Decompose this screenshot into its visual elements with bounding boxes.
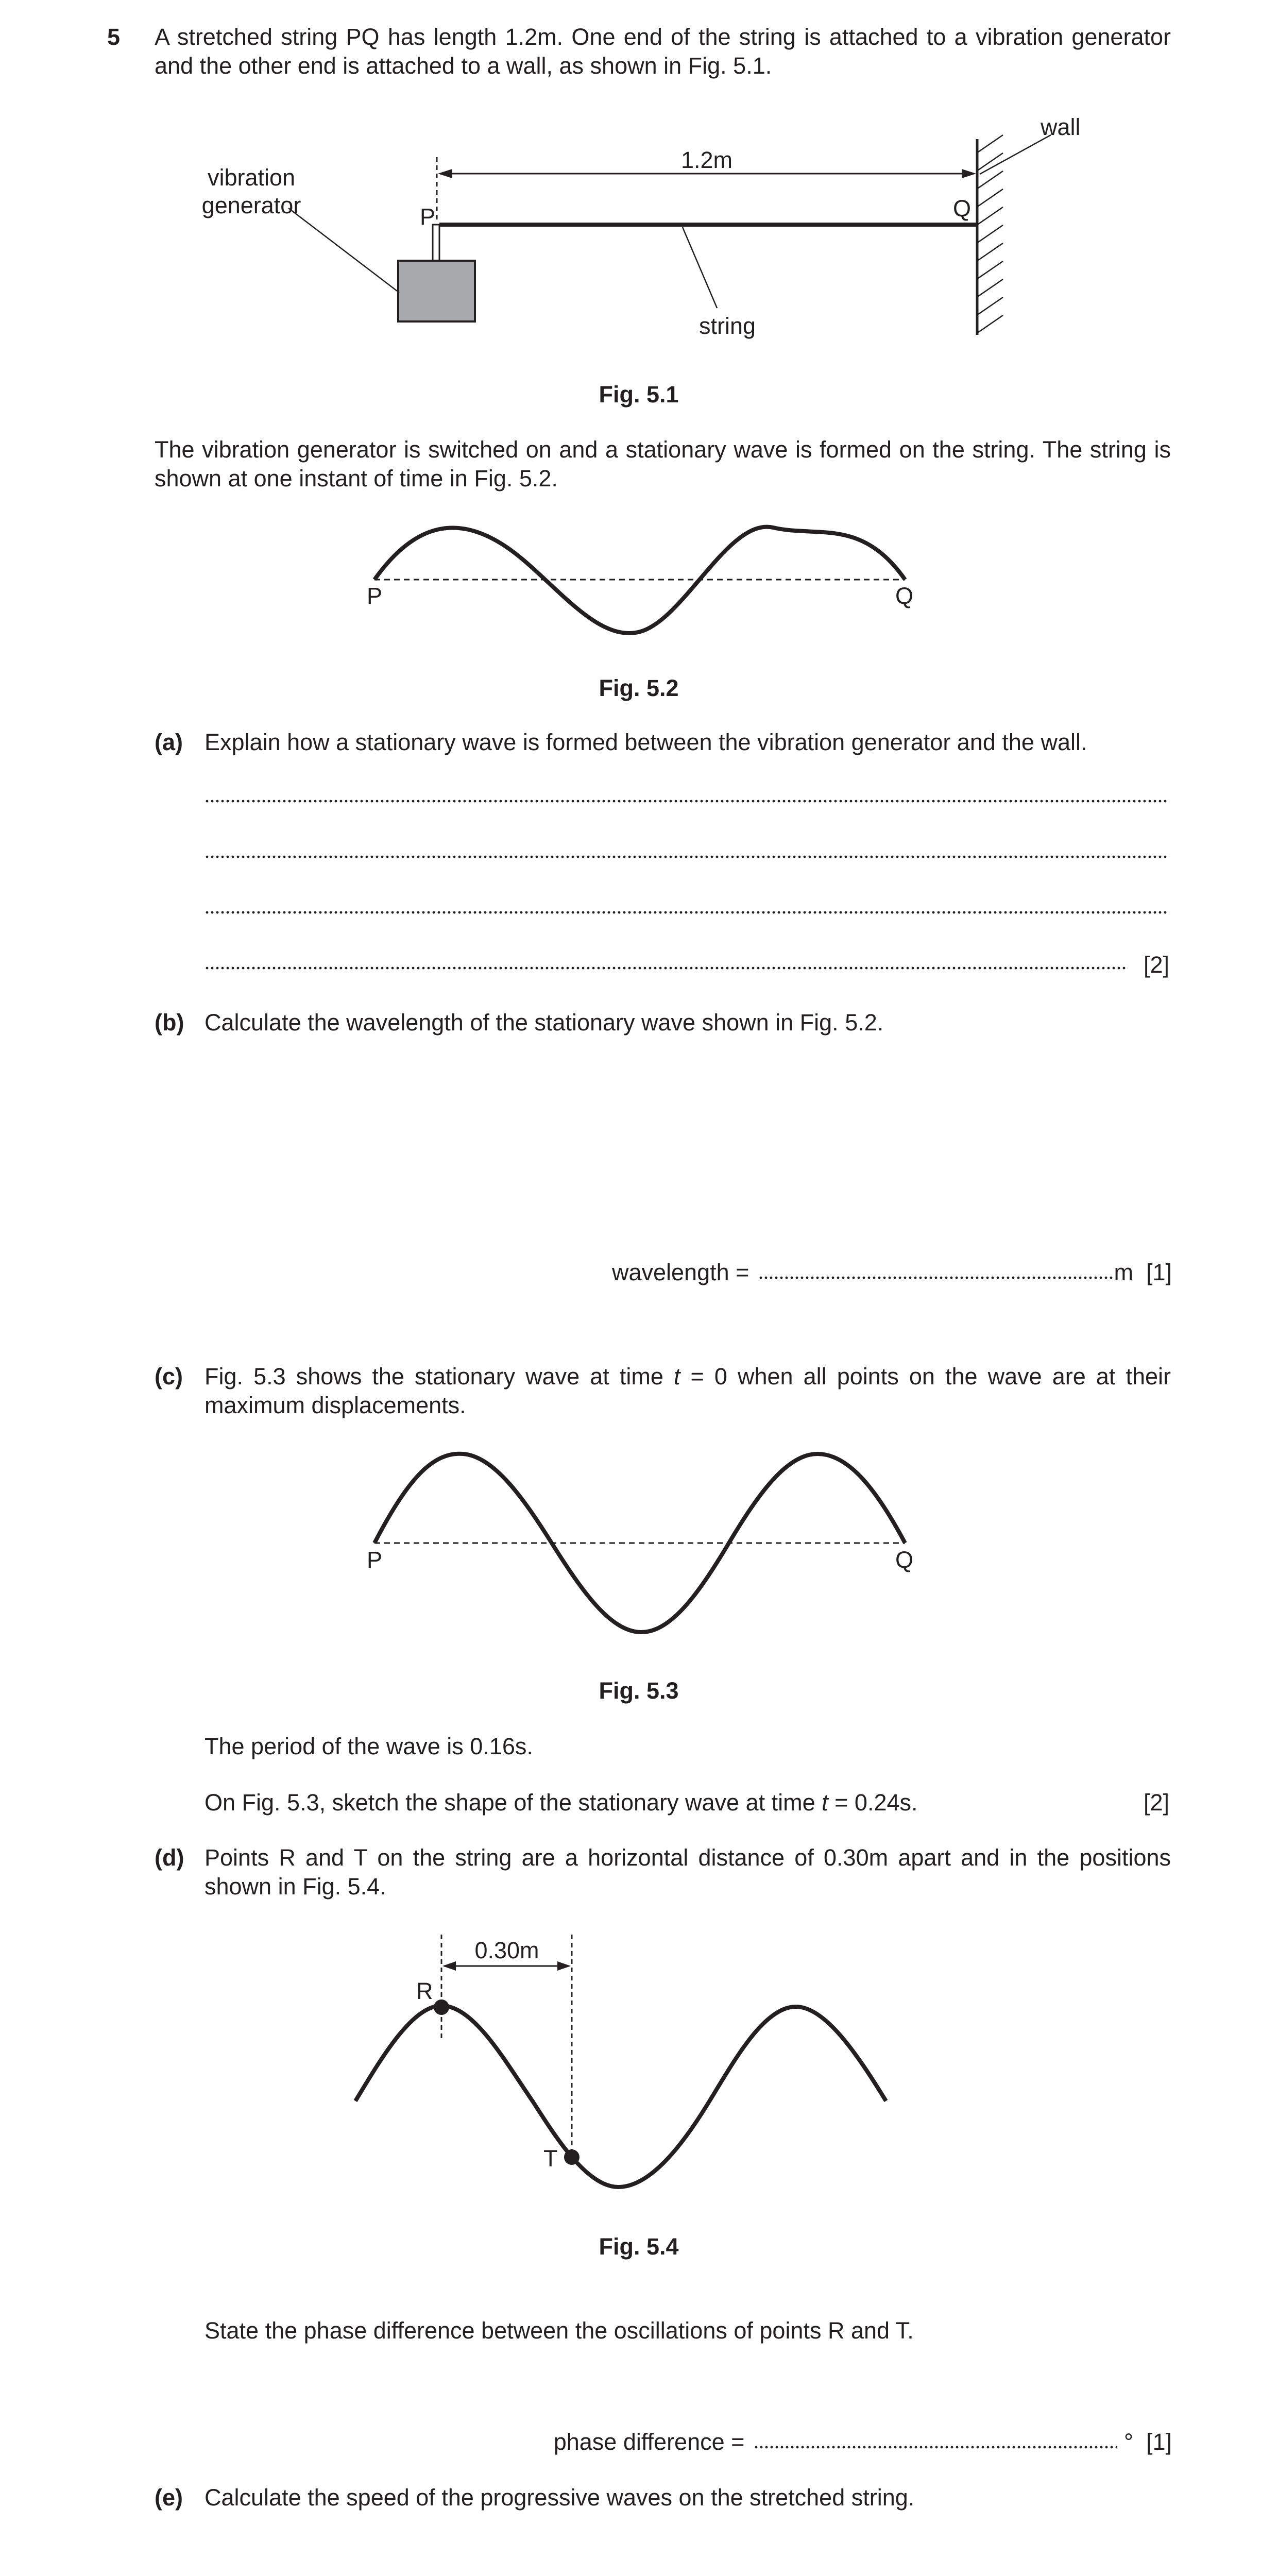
distance-label: 0.30m: [474, 1937, 539, 1963]
p-label: P: [420, 204, 436, 230]
phase-difference-label: phase difference =: [553, 2429, 745, 2455]
t-label: T: [543, 2145, 558, 2172]
p-label: P: [367, 1547, 383, 1573]
wall-hatching: [978, 135, 1003, 332]
string-leader: [683, 227, 717, 308]
q-label: Q: [895, 1547, 914, 1573]
wave-curve: [355, 2006, 886, 2187]
sketch-instruction: On Fig. 5.3, sketch the shape of the stationary wave at time t = 0.24s.: [205, 1789, 918, 1816]
phase-answer-row: [554, 2428, 1172, 2456]
answer-line[interactable]: [205, 799, 1169, 804]
q-label: Q: [953, 195, 972, 222]
wall-label: wall: [1041, 114, 1081, 140]
phase-answer-line[interactable]: [754, 2445, 1117, 2450]
vibration-generator-box: [398, 261, 475, 321]
point-r: [434, 1999, 449, 2015]
r-label: R: [416, 1978, 433, 2004]
phase-unit: °: [1123, 2429, 1133, 2455]
part-a-marks: [2]: [1144, 952, 1170, 978]
part-e-letter: (e): [155, 2484, 183, 2511]
vibration-label: vibration: [207, 164, 296, 191]
p-label: P: [367, 583, 383, 609]
generator-label: generator: [201, 192, 301, 218]
part-a-text: Explain how a stationary wave is formed between the vibration generator and the wall.: [205, 729, 1087, 755]
generator-leader: [288, 208, 399, 293]
wall-leader: [980, 135, 1051, 174]
part-b-marks: [1]: [1146, 1259, 1172, 1285]
question-number: 5: [107, 24, 121, 50]
answer-line[interactable]: [205, 910, 1169, 915]
length-label: 1.2m: [680, 147, 733, 173]
figure-5-4: [0, 1927, 1278, 2195]
part-c-marks: [2]: [1144, 1789, 1170, 1816]
point-t: [564, 2149, 580, 2165]
wavelength-unit: m: [1114, 1259, 1133, 1285]
part-e-text: Calculate the speed of the progressive waves on the stretched string.: [205, 2484, 915, 2511]
fig-5-1-caption: Fig. 5.1: [599, 381, 679, 408]
part-b-letter: (b): [155, 1009, 184, 1036]
part-c-letter: (c): [155, 1363, 183, 1389]
period-text: The period of the wave is 0.16s.: [205, 1733, 533, 1759]
phase-instruction: State the phase difference between the oscillations of points R and T.: [205, 2317, 914, 2344]
part-b-text: Calculate the wavelength of the stationary wave shown in Fig. 5.2.: [205, 1009, 884, 1036]
figure-5-2: [0, 515, 1278, 659]
wavelength-answer-line[interactable]: [758, 1275, 1114, 1280]
generator-rod: [433, 225, 439, 261]
part-d-marks: [1]: [1146, 2429, 1172, 2455]
fig-5-3-caption: Fig. 5.3: [599, 1677, 679, 1704]
fig-5-2-caption: Fig. 5.2: [599, 675, 679, 701]
part-c-text: Fig. 5.3 shows the stationary wave at time t = 0 when all points on the wave are at their maximum displacements.: [205, 1363, 1171, 1418]
fig-5-4-caption: Fig. 5.4: [599, 2233, 679, 2260]
part-a-letter: (a): [155, 729, 183, 755]
text-stationary-wave: The vibration generator is switched on and a stationary wave is formed on the string. The string is shown at one instant of time in Fig. 5.2.: [155, 436, 1171, 492]
wavelength-label: wavelength =: [611, 1259, 749, 1285]
wavelength-answer-row: [612, 1258, 1172, 1287]
figure-5-1: [0, 103, 1278, 484]
question-intro: A stretched string PQ has length 1.2m. One end of the string is attached to a vibration generator and the other end is attached to a wall, as shown in Fig. 5.1.: [155, 24, 1171, 79]
q-label: Q: [895, 583, 914, 609]
part-d-text: Points R and T on the string are a horizontal distance of 0.30m apart and in the positions shown in Fig. 5.4.: [205, 1844, 1171, 1900]
part-d-letter: (d): [155, 1844, 184, 1871]
string-label: string: [698, 313, 756, 339]
figure-5-3: [0, 1432, 1278, 1649]
answer-line[interactable]: [205, 965, 1128, 971]
answer-line[interactable]: [205, 854, 1169, 859]
